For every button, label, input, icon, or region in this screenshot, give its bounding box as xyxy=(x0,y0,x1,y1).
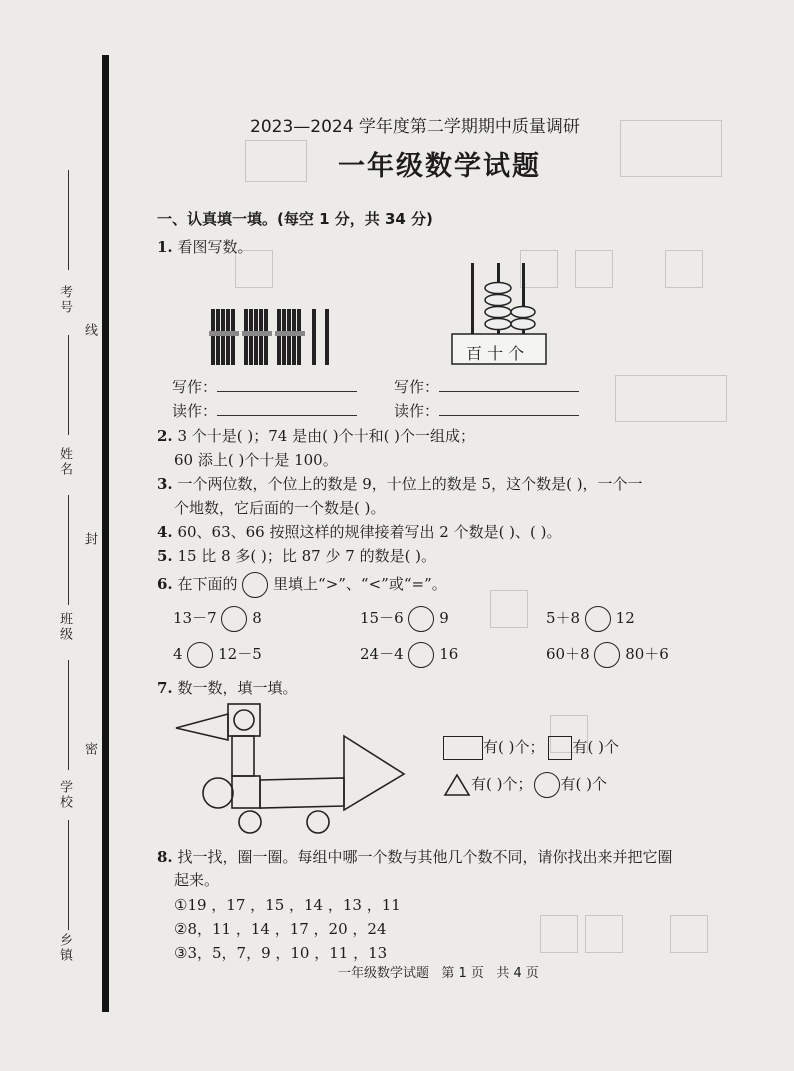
compare-right: 80＋6 xyxy=(625,645,669,663)
compare-answer-circle[interactable] xyxy=(585,606,611,632)
compare-answer-circle[interactable] xyxy=(408,606,434,632)
bleed-through-shape xyxy=(665,250,703,288)
compare-item xyxy=(360,642,458,668)
question-8-line-2: 起来。 xyxy=(174,871,220,889)
question-1 xyxy=(157,236,252,257)
count-square-text: 有( )个 xyxy=(572,738,619,756)
question-text: 数一数，填一填。 xyxy=(177,679,298,697)
bleed-through-shape xyxy=(245,140,307,182)
margin-label-xian: 线 xyxy=(82,323,97,338)
exam-title: 2023—2024 学年度第二学期期中质量调研 xyxy=(250,117,580,137)
question-6 xyxy=(157,572,447,598)
read-label: 读作： xyxy=(394,402,440,420)
margin-underline xyxy=(68,495,69,605)
bleed-through-shape xyxy=(575,250,613,288)
stick-bundle xyxy=(242,309,272,365)
margin-label-mi: 密 xyxy=(82,742,97,757)
question-text: 找一找，圈一圈。每组中哪一个数与其他几个数不同，请你找出来并把它圈 xyxy=(177,848,673,866)
bleed-through-shape xyxy=(585,915,623,953)
binding-bar xyxy=(102,55,109,1012)
question-2-line-1 xyxy=(157,425,475,446)
number-group-2[interactable]: ②8，11 ，14 ，17 ，20 ，24 xyxy=(174,920,387,938)
section-title: 一、认真填一填。(每空 1 分，共 34 分) xyxy=(157,210,433,228)
compare-left: 4 xyxy=(173,645,183,663)
question-text: 一个两位数，个位上的数是 9，十位上的数是 5，这个数是( )，一个一 xyxy=(177,475,643,493)
compare-left: 60＋8 xyxy=(546,645,590,663)
compare-left: 13－7 xyxy=(173,609,217,627)
question-text: 看图写数。 xyxy=(177,238,253,256)
count-triangle-text: 有( )个； xyxy=(471,775,533,793)
write-row-1 xyxy=(172,376,357,397)
count-rect-row xyxy=(443,736,619,760)
margin-label-kaohao: 考号 xyxy=(57,285,72,315)
compare-right: 9 xyxy=(439,609,449,627)
write-label: 写作： xyxy=(394,378,440,396)
count-triangle-row xyxy=(443,772,607,798)
question-text: 3 个十是( )；74 是由( )个十和( )个一组成； xyxy=(177,427,476,445)
question-3-line-2: 个地数，它后面的一个数是( )。 xyxy=(174,499,386,517)
number-group-3[interactable]: ③3，5，7，9 ，10 ，11 ，13 xyxy=(174,944,388,962)
stick-bundle xyxy=(209,309,239,365)
margin-label-xuexiao: 学校 xyxy=(57,780,72,810)
write-row-2 xyxy=(394,376,579,397)
answer-blank[interactable] xyxy=(217,377,357,392)
compare-item xyxy=(546,606,635,632)
question-2-line-2: 60 添上( )个十是 100。 xyxy=(174,451,338,469)
compare-item xyxy=(546,642,669,668)
read-label: 读作： xyxy=(172,402,218,420)
compare-right: 12 xyxy=(615,609,635,627)
question-number: 8. xyxy=(157,848,173,866)
compare-item xyxy=(360,606,449,632)
bleed-through-shape xyxy=(490,590,528,628)
question-7 xyxy=(157,677,297,698)
margin-underline xyxy=(68,820,69,930)
count-circle-text: 有( )个 xyxy=(560,775,607,793)
question-number: 7. xyxy=(157,679,173,697)
count-rect-text: 有( )个； xyxy=(483,738,545,756)
compare-item xyxy=(173,606,262,632)
margin-label-banji: 班级 xyxy=(57,612,72,642)
shape-figure-airplane xyxy=(172,700,412,840)
question-text-pre: 在下面的 xyxy=(177,575,238,593)
bleed-through-shape xyxy=(540,915,578,953)
stick-bundle xyxy=(275,309,305,365)
margin-underline xyxy=(68,660,69,770)
bleed-through-shape xyxy=(620,120,722,177)
circle-icon xyxy=(534,772,560,798)
compare-answer-circle[interactable] xyxy=(408,642,434,668)
rectangle-icon xyxy=(443,736,483,760)
number-group-1[interactable]: ①19 ，17 ，15 ，14 ，13 ，11 xyxy=(174,896,401,914)
compare-right: 16 xyxy=(439,645,459,663)
subject-title: 一年级数学试题 xyxy=(338,151,541,182)
single-stick xyxy=(325,309,329,365)
read-row-2 xyxy=(394,400,579,421)
answer-blank[interactable] xyxy=(439,377,579,392)
question-number: 6. xyxy=(157,575,173,593)
margin-label-xingming: 姓名 xyxy=(57,447,72,477)
read-row-1 xyxy=(172,400,357,421)
compare-right: 8 xyxy=(252,609,262,627)
square-icon xyxy=(548,736,572,760)
answer-blank[interactable] xyxy=(217,401,357,416)
compare-answer-circle[interactable] xyxy=(594,642,620,668)
question-number: 1. xyxy=(157,238,173,256)
margin-label-xiangzhen: 乡镇 xyxy=(57,933,72,963)
compare-answer-circle[interactable] xyxy=(187,642,213,668)
question-3-line-1 xyxy=(157,473,643,494)
question-number: 4. xyxy=(157,523,173,541)
bleed-through-shape xyxy=(615,375,727,422)
question-number: 2. xyxy=(157,427,173,445)
question-8-line-1 xyxy=(157,846,672,867)
question-text: 15 比 8 多( )；比 87 少 7 的数是( )。 xyxy=(177,547,437,565)
single-stick xyxy=(312,309,316,365)
page-footer: 一年级数学试题 第 1 页 共 4 页 xyxy=(338,966,539,981)
stick-bundles-figure xyxy=(205,305,345,370)
margin-underline xyxy=(68,170,69,270)
triangle-icon xyxy=(443,773,471,797)
bleed-through-shape xyxy=(670,915,708,953)
compare-left: 5＋8 xyxy=(546,609,581,627)
compare-right: 12－5 xyxy=(218,645,262,663)
margin-label-feng: 封 xyxy=(82,532,97,547)
question-5 xyxy=(157,545,436,566)
question-text: 60、63、66 按照这样的规律接着写出 2 个数是( )、( )。 xyxy=(177,523,562,541)
question-number: 5. xyxy=(157,547,173,565)
compare-left: 15－6 xyxy=(360,609,404,627)
question-number: 3. xyxy=(157,475,173,493)
abacus-label: 百 十 个 xyxy=(466,344,525,363)
compare-circle-icon xyxy=(242,572,268,598)
compare-left: 24－4 xyxy=(360,645,404,663)
question-text-post: 里填上“>”、“<”或“=”。 xyxy=(273,575,447,593)
write-label: 写作： xyxy=(172,378,218,396)
compare-item xyxy=(173,642,262,668)
compare-answer-circle[interactable] xyxy=(221,606,247,632)
margin-underline xyxy=(68,335,69,435)
answer-blank[interactable] xyxy=(439,401,579,416)
question-4 xyxy=(157,521,562,542)
